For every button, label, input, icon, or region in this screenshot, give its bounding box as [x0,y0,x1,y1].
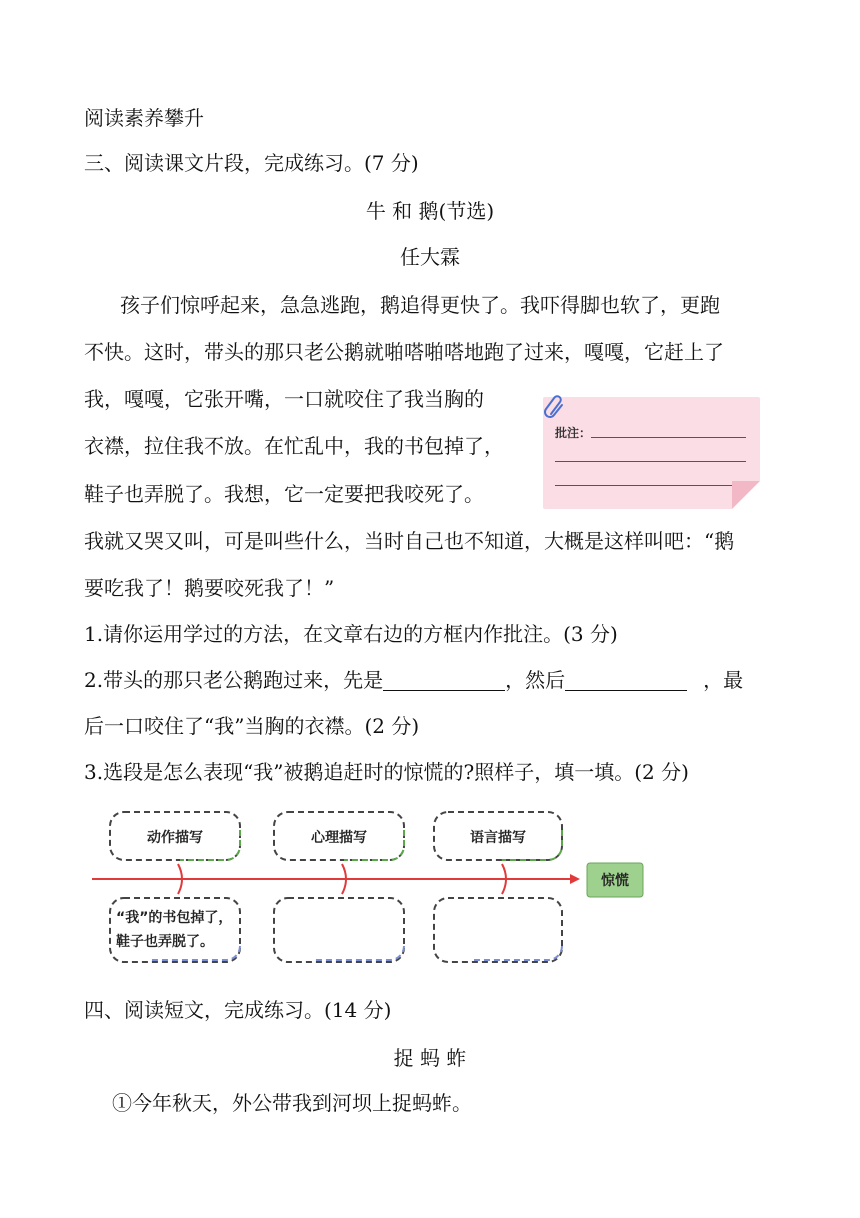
arrow-head [570,874,580,884]
paragraph-line: 要吃我了！鹅要咬死我了！” [84,576,335,600]
annotation-note-card[interactable] [543,397,760,509]
annotation-line [555,461,746,462]
annotation-line [555,485,746,486]
passage-author: 任大霖 [400,245,460,269]
question-2-text: ，然后 [505,668,566,692]
answer-box[interactable] [434,898,562,962]
category-label: 心理描写 [311,830,367,846]
answer-box[interactable] [274,898,404,962]
paragraph-line: 鞋子也弄脱了。我想，它一定要把我咬死了。 [84,482,484,506]
annotation-line [591,437,746,438]
annotation-label: 批注： [555,426,592,440]
part4-title: 四、阅读短文，完成练习。(14 分) [84,998,392,1022]
question-3: 3.选段是怎么表现“我”被鹅追赶时的惊慌的?照样子，填一填。(2 分) [84,760,689,784]
paperclip-icon [543,394,567,420]
passage-title: 牛 和 鹅(节选) [365,199,495,223]
paragraph-line: 孩子们惊呼起来，急急逃跑，鹅追得更快了。我吓得脚也软了，更跑 [120,293,720,317]
question-1: 1.请你运用学过的方法，在文章右边的方框内作批注。(3 分) [84,622,618,646]
category-box [110,812,240,860]
paragraph-line: 我，嘎嘎，它张开嘴，一口就咬住了我当胸的 [84,387,484,411]
passage-title: 捉 蚂 蚱 [393,1046,467,1070]
example-box [110,898,240,962]
question-2 [84,666,778,694]
description-diagram [90,806,660,972]
question-2-text: 2.带头的那只老公鹅跑过来，先是 [84,668,384,692]
question-2-continued: 后一口咬住了“我”当胸的衣襟。(2 分) [84,714,420,738]
paragraph-line: 不快。这时，带头的那只老公鹅就啪嗒啪嗒地跑了过来，嘎嘎，它赶上了 [84,340,724,364]
result-box [587,863,643,897]
paragraph-line: 我就又哭又叫，可是叫些什么，当时自己也不知道，大概是这样叫吧：“鹅 [84,529,735,553]
category-label: 语言描写 [470,830,526,846]
example-text: “我”的书包掉了， [116,910,233,926]
result-label: 惊慌 [601,873,629,889]
category-label: 动作描写 [147,830,203,846]
paragraph-line: ①今年秋天，外公带我到河坝上捉蚂蚱。 [112,1091,472,1115]
example-text: 鞋子也弄脱了。 [116,934,214,950]
part3-title: 三、阅读课文片段，完成练习。(7 分) [84,151,419,175]
page-fold [732,481,760,509]
category-box [434,812,562,860]
section-heading: 阅读素养攀升 [84,106,204,130]
answer-blank[interactable] [383,670,505,691]
question-2-text: ，最 [703,668,744,692]
paragraph-line: 衣襟，拉住我不放。在忙乱中，我的书包掉了， [84,434,504,458]
answer-blank[interactable] [565,670,687,691]
category-box [274,812,404,860]
